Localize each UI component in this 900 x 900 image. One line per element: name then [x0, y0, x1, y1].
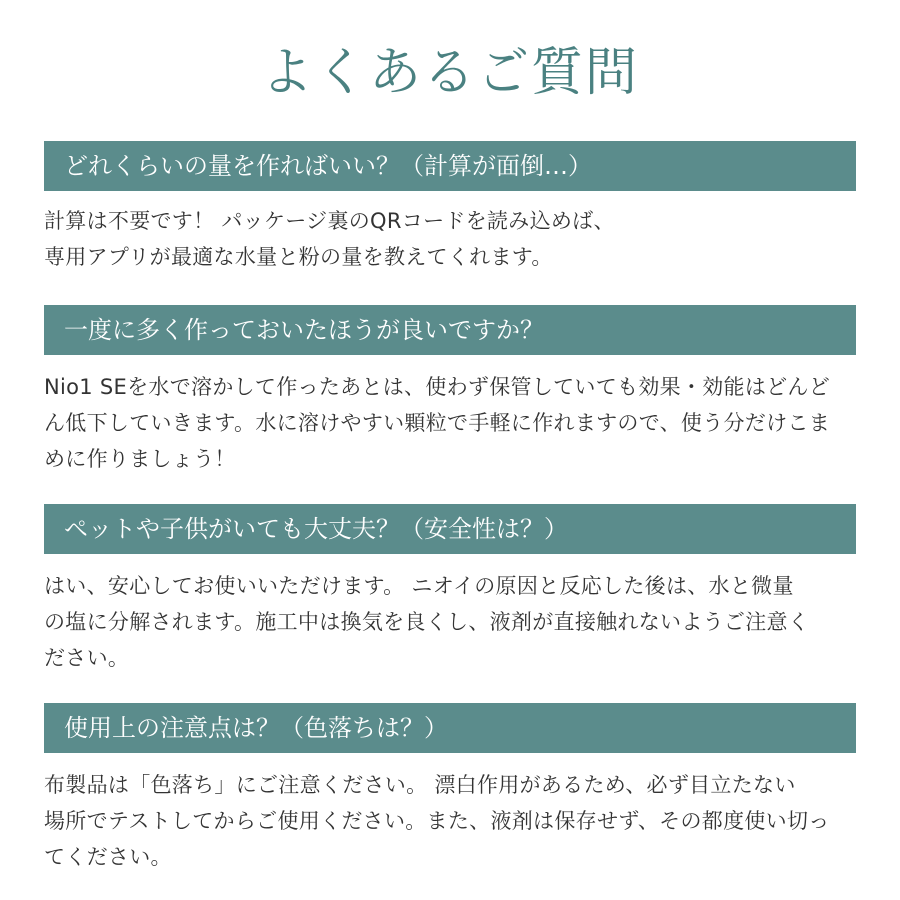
- faq-item: [44, 703, 856, 875]
- faq-answer: Nio1 SEを水で溶かして作ったあとは、使わず保管していても効果・効能はどんど ん低下していきます。水に溶けやすい顆粒で手軽に作れますので、使う分だけこま めに作りましょう！: [44, 375, 831, 471]
- page-title: よくあるご質問: [260, 43, 639, 103]
- faq-answer: はい、安心してお使いいただけます。 ニオイの原因と反応した後は、水と微量 の塩に分解されます。施工中は換気を良くし、液剤が直接触れないようご注意く ださい。: [44, 574, 810, 670]
- faq-item: [44, 504, 856, 676]
- faq-question: 使用上の注意点は？（色落ちは？）: [44, 703, 856, 753]
- faq-question: 一度に多く作っておいたほうが良いですか？: [44, 305, 856, 355]
- faq-item: [44, 141, 856, 275]
- faq-answer: 計算は不要です！ パッケージ裏のQRコードを読み込めば、 専用アプリが最適な水量と粉の量を教えてくれます。: [44, 209, 615, 269]
- faq-answer: 布製品は「色落ち」にご注意ください。 漂白作用があるため、必ず目立たない 場所でテストしてからご使用ください。また、液剤は保存せず、その都度使い切っ てください。: [44, 773, 830, 869]
- faq-question: ペットや子供がいても大丈夫？（安全性は？）: [44, 504, 856, 554]
- faq-item: [44, 305, 856, 477]
- faq-question: どれくらいの量を作ればいい？（計算が面倒…）: [44, 141, 856, 191]
